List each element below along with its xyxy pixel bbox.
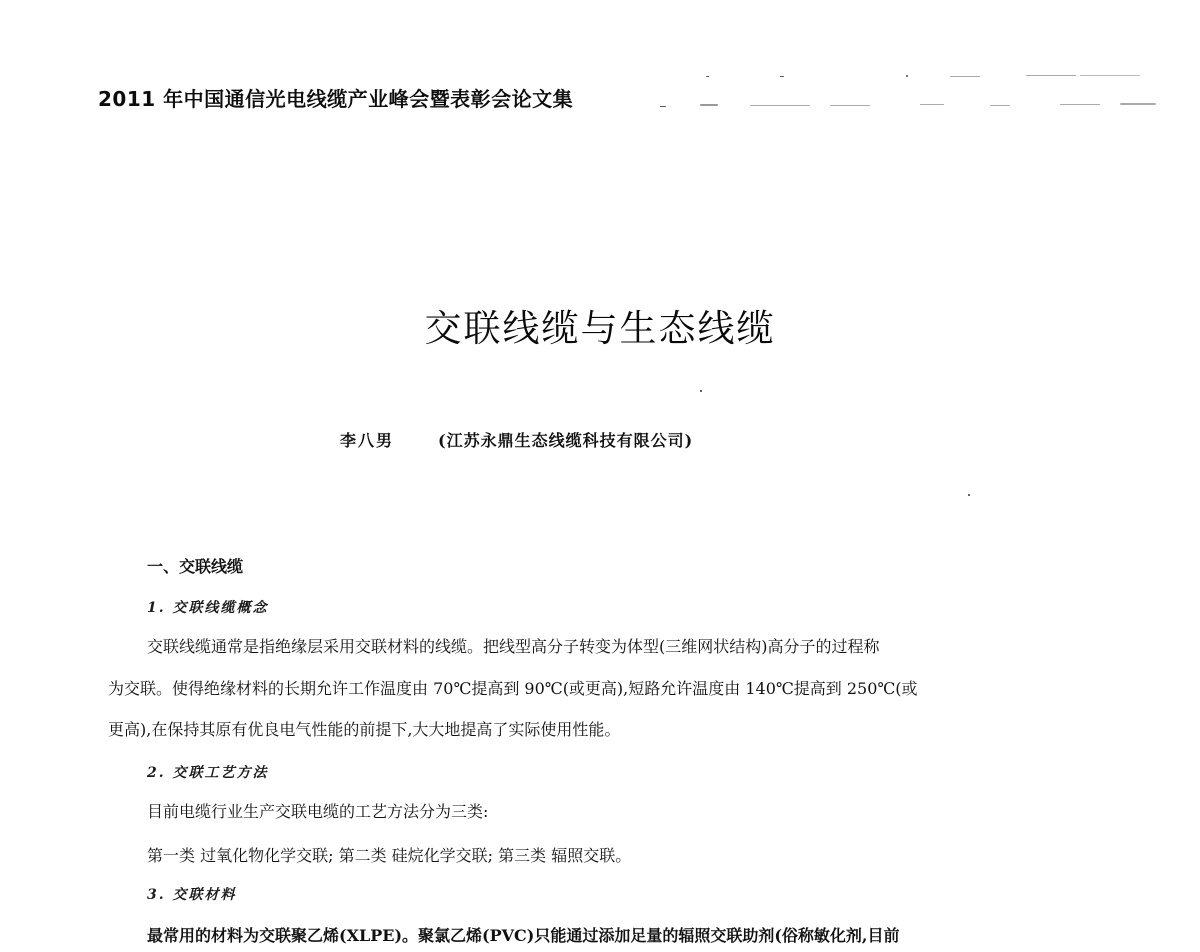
subsection-heading: 1. 交联线缆概念: [147, 600, 269, 616]
author-affiliation: (江苏永鼎生态线缆科技有限公司): [438, 431, 694, 450]
paragraph-line: 交联线缆通常是指绝缘层采用交联材料的线缆。把线型高分子转变为体型(三维网状结构)高分子的过程称: [147, 637, 880, 656]
section-heading: 一、交联线缆: [147, 557, 244, 576]
scan-dot: [968, 494, 970, 496]
scan-dot: [700, 390, 702, 392]
paragraph-line: 目前电缆行业生产交联电缆的工艺方法分为三类:: [147, 802, 489, 821]
scan-noise: [660, 70, 1160, 110]
subsection-heading: 2. 交联工艺方法: [147, 765, 269, 781]
byline: [340, 428, 693, 451]
running-header: 2011 年中国通信光电线缆产业峰会暨表彰会论文集: [98, 87, 574, 111]
paragraph-line: 更高),在保持其原有优良电气性能的前提下,大大地提高了实际使用性能。: [108, 720, 621, 739]
paragraph-line: 为交联。使得绝缘材料的长期允许工作温度由 70℃提高到 90℃(或更高),短路允许温度由 140℃提高到 250℃(或: [108, 679, 918, 698]
paragraph-line: 最常用的材料为交联聚乙烯(XLPE)。聚氯乙烯(PVC)只能通过添加足量的辐照交联助剂(俗称敏化剂,目前: [147, 926, 900, 945]
author-name: 李八男: [340, 431, 395, 450]
subsection-heading: 3. 交联材料: [147, 887, 237, 903]
article-title: 交联线缆与生态线缆: [424, 307, 776, 350]
paragraph-line: 第一类 过氧化物化学交联; 第二类 硅烷化学交联; 第三类 辐照交联。: [147, 846, 632, 865]
